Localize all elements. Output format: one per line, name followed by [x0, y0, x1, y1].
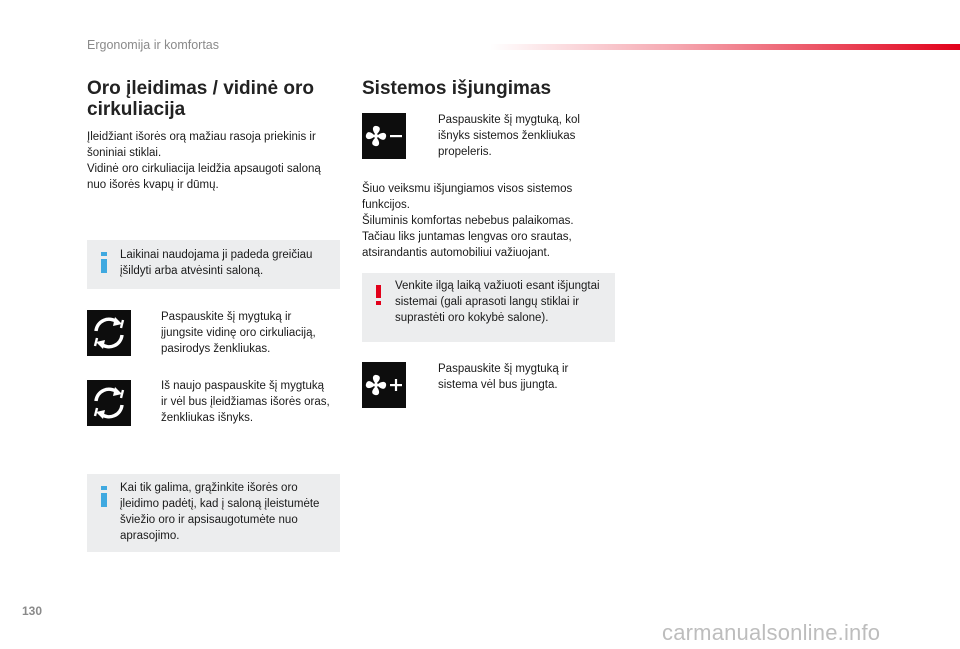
left-intro [87, 129, 321, 193]
text-line: aprasojimo. [120, 530, 180, 542]
warning-box [362, 273, 615, 342]
text-line: Šiuo veiksmu išjungiamos visos sistemos [362, 183, 573, 195]
text-line: šviežio oro ir apsisaugotumėte nuo [120, 514, 298, 526]
info-box [87, 240, 340, 289]
fan-on-button-image [362, 362, 406, 408]
text-line: ženkliukas išnyks. [161, 412, 254, 424]
left-title-line: cirkuliacija [87, 99, 186, 120]
text-line: Paspauskite šį mygtuką, kol [438, 114, 580, 126]
text-line: Venkite ilgą laiką važiuoti esant išjungtai [395, 280, 600, 292]
text-line: sistemai (gali aprasoti langų stiklai ir [395, 296, 580, 308]
text-line: įšildyti arba atvėsinti saloną. [120, 265, 264, 277]
text-line: išnyks sistemos ženkliukas [438, 130, 576, 142]
left-title [87, 78, 314, 120]
text-line: Paspauskite šį mygtuką ir [438, 363, 569, 375]
info-box-text [120, 480, 319, 544]
right-description [362, 181, 574, 261]
recirculation-icon [87, 380, 131, 426]
fan-off-button-image [362, 113, 406, 159]
warning-box-text [395, 278, 600, 326]
text-line: propeleris. [438, 146, 492, 158]
text-line: ir vėl bus įleidžiamas išorės oras, [161, 396, 330, 408]
text-line: įjungsite vidinę oro cirkuliaciją, [161, 327, 316, 339]
text-line: Įleidžiant išorės orą mažiau rasoja priekinis ir [87, 131, 316, 143]
page-number: 130 [22, 604, 43, 618]
text-line: nuo išorės kvapų ir dūmų. [87, 179, 219, 191]
right-title: Sistemos išjungimas [362, 78, 552, 99]
text-line: suprastėti oro kokybė salone). [395, 312, 549, 324]
text-line: Paspauskite šį mygtuką ir [161, 311, 292, 323]
text-line: funkcijos. [362, 199, 410, 211]
text-line: atsirandantis automobiliui važiuojant. [362, 247, 550, 259]
recirculation-button-image [87, 310, 131, 356]
header-accent-bar [490, 44, 960, 50]
text-line: Vidinė oro cirkuliacija leidžia apsaugoti saloną [87, 163, 321, 175]
section-header: Ergonomija ir komfortas [87, 38, 219, 52]
text-line: Tačiau liks juntamas lengvas oro srautas, [362, 231, 572, 243]
recirculation-button-image [87, 380, 131, 426]
text-line: pasirodys ženkliukas. [161, 343, 271, 355]
info-box [87, 474, 340, 552]
text-line: Šiluminis komfortas nebebus palaikomas. [362, 215, 574, 227]
text-line: šoniniai stiklai. [87, 147, 162, 159]
recirculation-icon [87, 310, 131, 356]
text-line: įleidimo padėtį, kad į saloną įleistumėte [120, 498, 320, 510]
text-line: Iš naujo paspauskite šį mygtuką [161, 380, 325, 392]
watermark: carmanualsonline.info [662, 620, 881, 645]
fan-minus-icon [362, 113, 406, 159]
text-line: Kai tik galima, grąžinkite išorės oro [120, 482, 298, 494]
text-line: sistema vėl bus įjungta. [438, 379, 558, 391]
info-box-text [120, 247, 312, 279]
left-title-line: Oro įleidimas / vidinė oro [87, 78, 314, 99]
fan-plus-icon [362, 362, 406, 408]
text-line: Laikinai naudojama ji padeda greičiau [120, 249, 313, 261]
